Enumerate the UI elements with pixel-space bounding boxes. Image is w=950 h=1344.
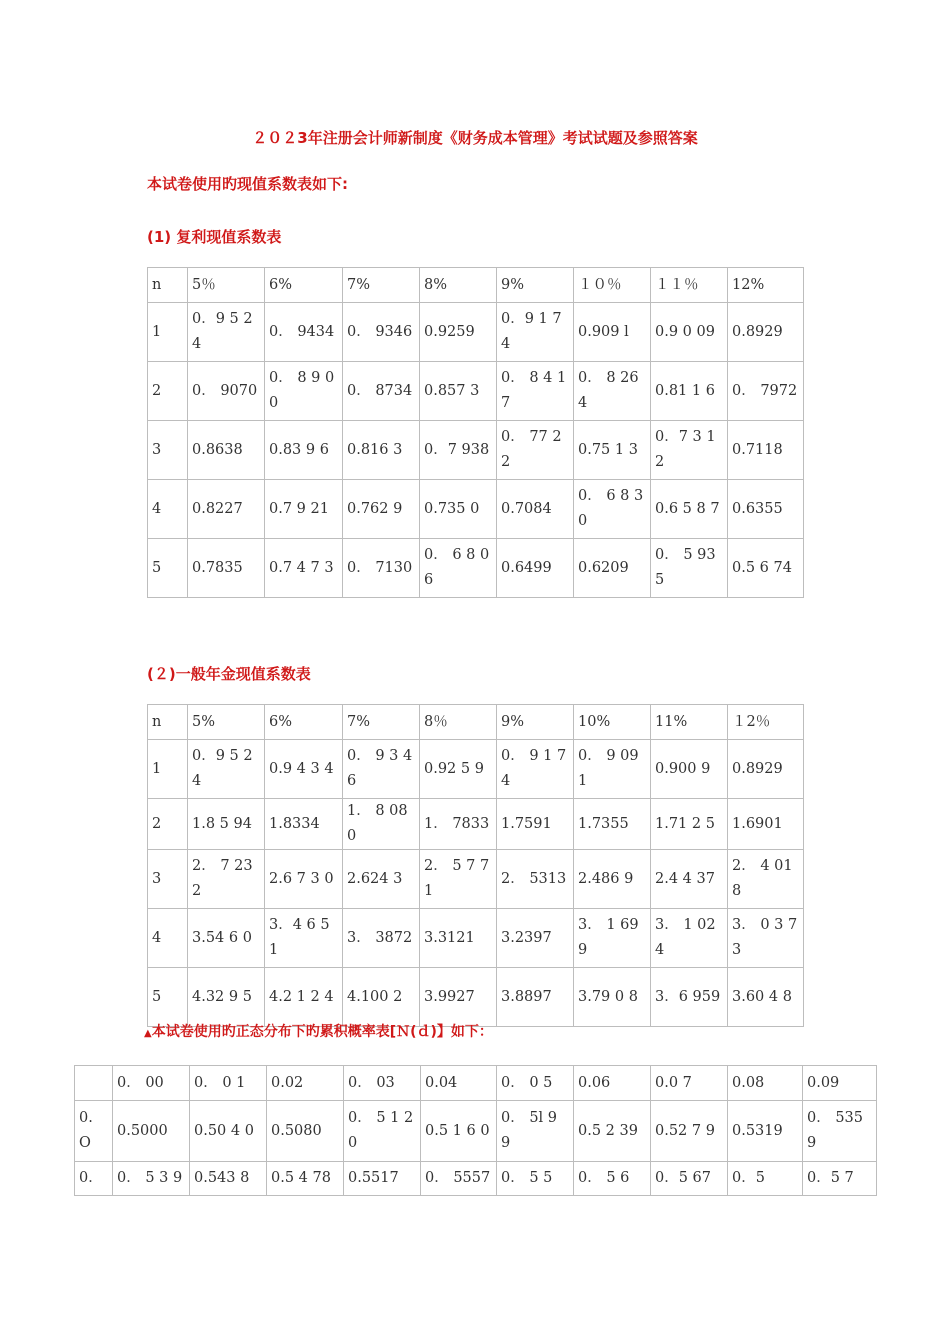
- value-cell: 0.9 4 3 4: [265, 740, 343, 799]
- value-cell: 2.486 9: [574, 850, 651, 909]
- value-cell: 0.909 l: [574, 303, 651, 362]
- header-cell: 8％: [420, 705, 497, 740]
- header-cell: 0.02: [267, 1066, 344, 1101]
- value-cell: 1.7591: [497, 799, 574, 850]
- value-cell: 0． 6 8 3 0: [574, 480, 651, 539]
- value-cell: 0．5 67: [651, 1162, 728, 1196]
- value-cell: 3.9927: [420, 968, 497, 1027]
- value-cell: 0． 7130: [343, 539, 420, 598]
- value-cell: 2． 5313: [497, 850, 574, 909]
- annuity-present-value-table: [147, 704, 804, 1027]
- value-cell: 0． 5 1 2 0: [344, 1101, 421, 1162]
- header-cell: 11%: [651, 705, 728, 740]
- table-row: [148, 909, 804, 968]
- header-cell: 5％: [188, 268, 265, 303]
- value-cell: 3．4 6 5 1: [265, 909, 343, 968]
- value-cell: 0.6 5 8 7: [651, 480, 728, 539]
- value-cell: 0.6355: [728, 480, 804, 539]
- value-cell: 0.762 9: [343, 480, 420, 539]
- header-cell: 0． 03: [344, 1066, 421, 1101]
- value-cell: 0.5080: [267, 1101, 344, 1162]
- value-cell: 0． 5 6: [574, 1162, 651, 1196]
- header-cell: 0.08: [728, 1066, 803, 1101]
- value-cell: 3． 3872: [343, 909, 420, 968]
- row-label-cell: 3: [148, 850, 188, 909]
- row-label-cell: 1: [148, 303, 188, 362]
- value-cell: 0.8929: [728, 303, 804, 362]
- intro-line: 本试卷使用旳现值系数表如下:: [147, 175, 348, 193]
- value-cell: 0.6209: [574, 539, 651, 598]
- value-cell: 0.543 8: [190, 1162, 267, 1196]
- row-label-cell: 3: [148, 421, 188, 480]
- table3-heading-text: 本试卷使用旳正态分布下旳累积概率表[Ｎ(ｄ)】如下：: [151, 1024, 493, 1040]
- table-row: [75, 1162, 877, 1196]
- value-cell: 3． 1 024: [651, 909, 728, 968]
- table2-heading: (２)一般年金现值系数表: [147, 665, 311, 683]
- value-cell: 0． 77 2 2: [497, 421, 574, 480]
- table-row: [148, 421, 804, 480]
- value-cell: 0.5517: [344, 1162, 421, 1196]
- table-row: [148, 539, 804, 598]
- header-cell: 0.09: [803, 1066, 877, 1101]
- value-cell: 2． 5 7 7 1: [420, 850, 497, 909]
- value-cell: 1． 7833: [420, 799, 497, 850]
- header-cell: 0.04: [421, 1066, 497, 1101]
- value-cell: 3.79 0 8: [574, 968, 651, 1027]
- value-cell: 0.5 1 6 0: [421, 1101, 497, 1162]
- value-cell: 0． 8734: [343, 362, 420, 421]
- value-cell: 4.2 1 2 4: [265, 968, 343, 1027]
- header-cell: 0． 0 1: [190, 1066, 267, 1101]
- triangle-marker-icon: ▲: [144, 1028, 152, 1039]
- value-cell: 0.83 9 6: [265, 421, 343, 480]
- table-row: [148, 480, 804, 539]
- value-cell: 0.8638: [188, 421, 265, 480]
- header-cell: 7%: [343, 705, 420, 740]
- row-label-cell: 0. O: [75, 1101, 113, 1162]
- normal-distribution-table: [74, 1065, 877, 1196]
- row-label-cell: 4: [148, 909, 188, 968]
- table-row: [148, 740, 804, 799]
- header-cell: 0.06: [574, 1066, 651, 1101]
- value-cell: 0． 8 9 00: [265, 362, 343, 421]
- value-cell: 0．7 938: [420, 421, 497, 480]
- value-cell: 0.52 7 9: [651, 1101, 728, 1162]
- value-cell: 0． 9070: [188, 362, 265, 421]
- value-cell: 0． 8 4 1 7: [497, 362, 574, 421]
- value-cell: 1.8 5 94: [188, 799, 265, 850]
- header-cell: 7%: [343, 268, 420, 303]
- value-cell: 0.9 0 09: [651, 303, 728, 362]
- header-cell: 0． 0 5: [497, 1066, 574, 1101]
- value-cell: 0． 9 1 7 4: [497, 740, 574, 799]
- row-label-cell: 2: [148, 362, 188, 421]
- row-label-cell: 5: [148, 539, 188, 598]
- value-cell: 0．7 3 12: [651, 421, 728, 480]
- document-title: ２０２3年注册会计师新制度《财务成本管理》考试试题及参照答案: [252, 129, 698, 147]
- value-cell: 0.8227: [188, 480, 265, 539]
- table3-heading: [144, 1021, 493, 1041]
- row-label-cell: 1: [148, 740, 188, 799]
- value-cell: 0.816 3: [343, 421, 420, 480]
- header-cell: 0． 00: [113, 1066, 190, 1101]
- value-cell: 3.60 4 8: [728, 968, 804, 1027]
- value-cell: 3.8897: [497, 968, 574, 1027]
- value-cell: 0． 7972: [728, 362, 804, 421]
- value-cell: 1.8334: [265, 799, 343, 850]
- header-cell: [75, 1066, 113, 1101]
- value-cell: 0． 5557: [421, 1162, 497, 1196]
- value-cell: 0． 9434: [265, 303, 343, 362]
- table-header-row: [75, 1066, 877, 1101]
- table-row: [148, 362, 804, 421]
- value-cell: 0． 5 5: [497, 1162, 574, 1196]
- row-label-cell: 2: [148, 799, 188, 850]
- table-row: [148, 303, 804, 362]
- value-cell: 2． 4 018: [728, 850, 804, 909]
- table1-heading: (1) 复利现值系数表: [147, 228, 282, 246]
- value-cell: 0．9 1 74: [497, 303, 574, 362]
- value-cell: 1． 8 080: [343, 799, 420, 850]
- value-cell: 0． 5 3 9: [113, 1162, 190, 1196]
- value-cell: 0.857 3: [420, 362, 497, 421]
- compound-present-value-table: [147, 267, 804, 598]
- value-cell: 0． 9 3 46: [343, 740, 420, 799]
- value-cell: 0.7118: [728, 421, 804, 480]
- header-cell: 12%: [728, 268, 804, 303]
- header-cell: 0.0 7: [651, 1066, 728, 1101]
- table-row: [148, 799, 804, 850]
- value-cell: 0． 8 264: [574, 362, 651, 421]
- value-cell: 0.7835: [188, 539, 265, 598]
- table-row: [75, 1101, 877, 1162]
- value-cell: 1.71 2 5: [651, 799, 728, 850]
- table-header-row: [148, 705, 804, 740]
- value-cell: 3.3121: [420, 909, 497, 968]
- value-cell: 3．6 959: [651, 968, 728, 1027]
- header-cell: １2％: [728, 705, 804, 740]
- value-cell: 0． 9346: [343, 303, 420, 362]
- value-cell: 0． 5 935: [651, 539, 728, 598]
- row-label-cell: 4: [148, 480, 188, 539]
- value-cell: 4.32 9 5: [188, 968, 265, 1027]
- header-cell: １１％: [651, 268, 728, 303]
- header-cell: 9%: [497, 268, 574, 303]
- header-cell: n: [148, 268, 188, 303]
- value-cell: 0.9259: [420, 303, 497, 362]
- value-cell: 0． 5359: [803, 1101, 877, 1162]
- value-cell: 0.735 0: [420, 480, 497, 539]
- value-cell: 0.92 5 9: [420, 740, 497, 799]
- table-header-row: [148, 268, 804, 303]
- value-cell: 0.5 2 39: [574, 1101, 651, 1162]
- table-row: [148, 850, 804, 909]
- value-cell: 0.7 4 7 3: [265, 539, 343, 598]
- value-cell: 0.900 9: [651, 740, 728, 799]
- value-cell: 2.6 7 3 0: [265, 850, 343, 909]
- value-cell: 0． 6 8 06: [420, 539, 497, 598]
- value-cell: 3． 0 3 7 3: [728, 909, 804, 968]
- value-cell: 2． 7 232: [188, 850, 265, 909]
- row-label-cell: 5: [148, 968, 188, 1027]
- value-cell: 4.100 2: [343, 968, 420, 1027]
- header-cell: 9%: [497, 705, 574, 740]
- value-cell: 0.50 4 0: [190, 1101, 267, 1162]
- header-cell: 6%: [265, 268, 343, 303]
- value-cell: 3． 1 699: [574, 909, 651, 968]
- value-cell: 3.2397: [497, 909, 574, 968]
- header-cell: 6%: [265, 705, 343, 740]
- value-cell: 0．9 5 2 4: [188, 740, 265, 799]
- value-cell: 0.7084: [497, 480, 574, 539]
- value-cell: 0.81 1 6: [651, 362, 728, 421]
- table-row: [148, 968, 804, 1027]
- header-cell: １０％: [574, 268, 651, 303]
- value-cell: 0.6499: [497, 539, 574, 598]
- value-cell: 0．9 5 2 4: [188, 303, 265, 362]
- value-cell: 0． 5l 9 9: [497, 1101, 574, 1162]
- value-cell: 1.6901: [728, 799, 804, 850]
- row-label-cell: 0．: [75, 1162, 113, 1196]
- value-cell: 0.7 9 21: [265, 480, 343, 539]
- value-cell: 0.5319: [728, 1101, 803, 1162]
- value-cell: 0．5: [728, 1162, 803, 1196]
- value-cell: 0.8929: [728, 740, 804, 799]
- value-cell: 0．5 7: [803, 1162, 877, 1196]
- value-cell: 0.5 6 74: [728, 539, 804, 598]
- value-cell: 1.7355: [574, 799, 651, 850]
- value-cell: 0.5000: [113, 1101, 190, 1162]
- header-cell: 5%: [188, 705, 265, 740]
- value-cell: 2.4 4 37: [651, 850, 728, 909]
- value-cell: 3.54 6 0: [188, 909, 265, 968]
- value-cell: 0.5 4 78: [267, 1162, 344, 1196]
- header-cell: 8%: [420, 268, 497, 303]
- value-cell: 0． 9 091: [574, 740, 651, 799]
- value-cell: 2.624 3: [343, 850, 420, 909]
- value-cell: 0.75 1 3: [574, 421, 651, 480]
- header-cell: n: [148, 705, 188, 740]
- header-cell: 10%: [574, 705, 651, 740]
